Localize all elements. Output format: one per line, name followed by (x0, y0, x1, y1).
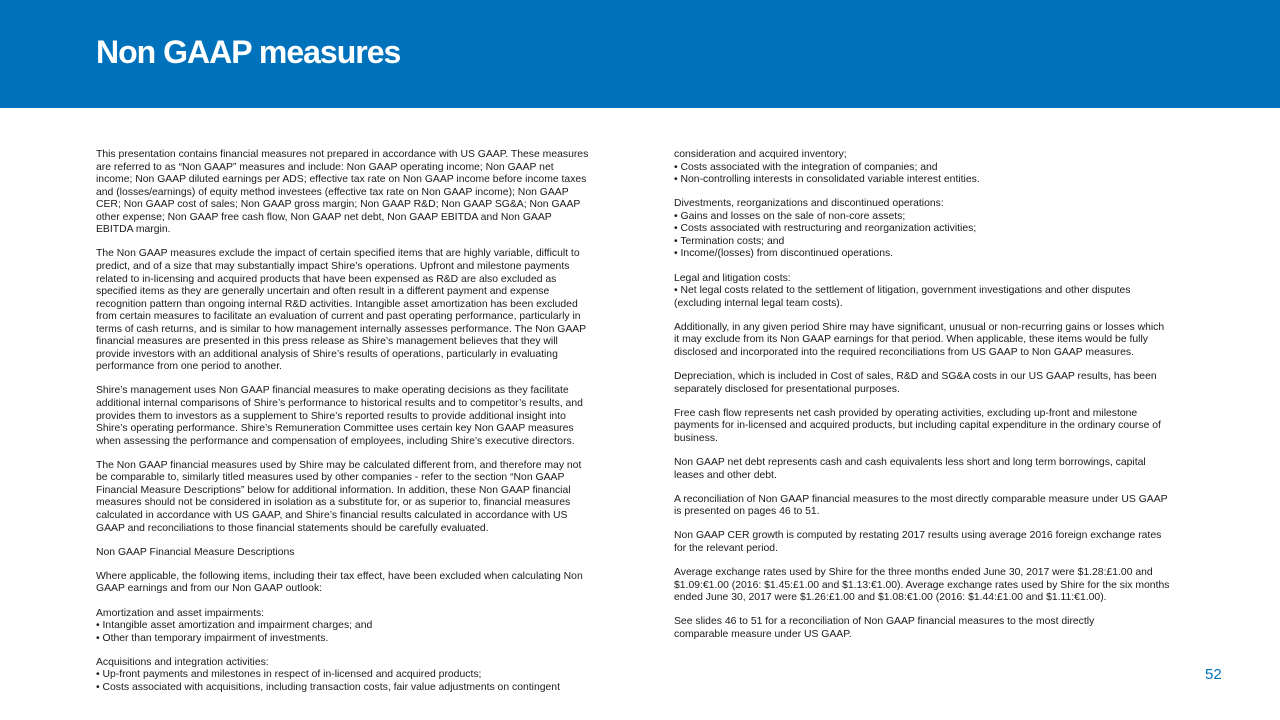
text-paragraph (96, 571, 661, 596)
paragraph-gap (674, 310, 1254, 322)
text-paragraph (674, 408, 1254, 446)
text-line: Legal and litigation costs: (674, 272, 791, 284)
text-line: it may exclude from its Non GAAP earnings for that period. When applicable, these items would be fully (674, 334, 1148, 346)
text-line: CER; Non GAAP cost of sales; Non GAAP gross margin; Non GAAP R&D; Non GAAP SG&A; Non GAAP (96, 199, 581, 211)
text-paragraph (96, 657, 661, 695)
page-number: 52 (1205, 666, 1222, 683)
text-paragraph (674, 322, 1254, 360)
text-paragraph (674, 530, 1254, 555)
text-line: specified items as they are generally uncertain and often result in a different payment and expense (96, 286, 550, 298)
text-line: is presented on pages 46 to 51. (674, 506, 820, 518)
text-line: Amortization and asset impairments: (96, 607, 265, 619)
text-line: income; Non GAAP diluted earnings per ADS; effective tax rate on Non GAAP income before income taxes (96, 174, 587, 186)
text-line: calculated in accordance with US GAAP, and Shire’s financial results calculated in accordance with US (96, 510, 568, 521)
text-line: leases and other debt. (674, 469, 777, 481)
text-line: Non GAAP CER growth is computed by restating 2017 results using average 2016 foreign exchange rates (674, 530, 1162, 542)
text-paragraph (96, 608, 661, 646)
text-line: (excluding internal legal team costs). (674, 297, 843, 309)
text-paragraph (674, 371, 1254, 396)
text-line: • Costs associated with restructuring and reorganization activities; (674, 223, 977, 235)
paragraph-gap (674, 187, 1254, 199)
paragraph-gap (674, 605, 1254, 617)
paragraph-gap (96, 535, 661, 547)
text-line: Non GAAP net debt represents cash and cash equivalents less short and long term borrowings, capital (674, 456, 1146, 468)
text-line: provide investors with an additional analysis of Shire’s results of operations, particularly in evaluating (96, 348, 558, 360)
text-paragraph (96, 385, 661, 448)
paragraph-gap (96, 448, 661, 460)
text-line: Free cash flow represents net cash provided by operating activities, excluding up-front and milestone (674, 407, 1138, 419)
text-line: Average exchange rates used by Shire for the three months ended June 30, 2017 were $1.28:£1.00 and (674, 567, 1153, 579)
text-line: EBITDA margin. (96, 224, 171, 236)
text-line: • Intangible asset amortization and impairment charges; and (96, 620, 373, 632)
text-line: • Costs associated with the integration of companies; and (674, 161, 938, 173)
text-line: • Costs associated with acquisitions, including transaction costs, fair value adjustments on contingent (96, 681, 560, 693)
text-line: Shire’s operating performance. Shire’s Remuneration Committee uses certain key Non GAAP measures (96, 423, 574, 435)
text-line: • Termination costs; and (674, 235, 785, 247)
text-line: consideration and acquired inventory; (674, 149, 847, 160)
text-line: and (losses/earnings) of equity method investees (effective tax rate on Non GAAP income); Non GAAP (96, 186, 569, 198)
text-line: Where applicable, the following items, including their tax effect, have been excluded when calculating Non (96, 570, 583, 582)
text-line: financial measures are presented in this press release as Shire’s management believes that they will (96, 336, 558, 348)
text-paragraph (674, 273, 1254, 311)
text-line: Divestments, reorganizations and discontinued operations: (674, 198, 944, 210)
text-line: separately disclosed for presentational purposes. (674, 383, 900, 395)
text-line: related to in-licensing and acquired products that have been expensed as R&D are also excluded as (96, 273, 557, 285)
text-line: • Net legal costs related to the settlement of litigation, government investigations and other disputes (674, 285, 1131, 297)
text-line: recognition pattern than ongoing internal R&D activities. Intangible asset amortization has been excluded (96, 298, 578, 310)
text-line: The Non GAAP measures exclude the impact of certain specified items that are highly variable, difficult to (96, 248, 580, 260)
text-line: GAAP and reconciliations to those financial statements should be carefully evaluated. (96, 522, 489, 534)
paragraph-gap (96, 374, 661, 386)
paragraph-gap (674, 396, 1254, 408)
paragraph-gap (674, 445, 1254, 457)
paragraph-gap (674, 482, 1254, 494)
paragraph-gap (96, 237, 661, 249)
page-title: Non GAAP measures (96, 34, 401, 70)
text-paragraph (674, 149, 1254, 187)
text-line: • Income/(losses) from discontinued operations. (674, 248, 894, 260)
text-line: be comparable to, similarly titled measures used by other companies - refer to the section “Non GAAP (96, 472, 565, 484)
text-line: comparable measure under US GAAP. (674, 628, 852, 640)
text-paragraph (674, 567, 1254, 605)
text-line: payments for in-licensed and acquired products, but including capital expenditure in the ordinary course of (674, 420, 1161, 432)
text-line: performance from one period to another. (96, 361, 282, 373)
paragraph-gap (96, 559, 661, 571)
text-line: from certain measures to facilitate an evaluation of current and past operating performance, particularly in (96, 311, 581, 323)
text-paragraph (96, 547, 661, 560)
paragraph-gap (96, 645, 661, 657)
text-line: are referred to as “Non GAAP” measures and include: Non GAAP operating income; Non GAAP net (96, 161, 554, 173)
text-line: for the relevant period. (674, 542, 778, 554)
paragraph-gap (674, 555, 1254, 567)
text-paragraph (674, 616, 1254, 641)
text-line: provides them to investors as a supplement to Shire’s reported results to provide additional insight into (96, 410, 566, 422)
text-line: business. (674, 432, 718, 444)
text-line: • Non-controlling interests in consolidated variable interest entities. (674, 174, 980, 186)
text-line: Non GAAP Financial Measure Descriptions (96, 546, 295, 558)
paragraph-gap (674, 261, 1254, 273)
text-line: $1.09:€1.00 (2016: $1.45:£1.00 and $1.13:€1.00). Average exchange rates used by Shire for the six months (674, 579, 1170, 591)
text-line: This presentation contains financial measures not prepared in accordance with US GAAP. These measures (96, 149, 589, 160)
text-line: Shire’s management uses Non GAAP financial measures to make operating decisions as they facilitate (96, 385, 569, 397)
text-line: predict, and of a size that may substantially impact Shire’s operations. Upfront and milestone payments (96, 260, 570, 272)
text-line: other expense; Non GAAP free cash flow, Non GAAP net debt, Non GAAP EBITDA and Non GAAP (96, 211, 552, 223)
text-paragraph (674, 457, 1254, 482)
text-line: disclosed and incorporated into the required reconciliations from US GAAP to Non GAAP measures. (674, 346, 1134, 358)
text-line: Additionally, in any given period Shire may have significant, unusual or non-recurring gains or losses which (674, 321, 1165, 333)
text-line: • Other than temporary impairment of investments. (96, 632, 329, 644)
text-line: Financial Measure Descriptions” below for additional information. In addition, these Non GAAP financial (96, 484, 571, 496)
text-line: • Gains and losses on the sale of non-core assets; (674, 210, 906, 222)
text-paragraph (674, 494, 1254, 519)
text-line: A reconciliation of Non GAAP financial measures to the most directly comparable measure under US GAAP (674, 493, 1168, 505)
text-line: The Non GAAP financial measures used by Shire may be calculated different from, and therefore may not (96, 459, 582, 471)
text-line: when assessing the performance and compensation of employees, including Shire’s executive directors. (96, 435, 575, 447)
text-paragraph (674, 198, 1254, 261)
text-paragraph (96, 248, 661, 373)
text-line: additional internal comparisons of Shire’s performance to historical results and to competitor’s results, and (96, 398, 583, 410)
text-line: ended June 30, 2017 were $1.26:£1.00 and $1.08:€1.00 (2016: $1.44:£1.00 and $1.11:€1.00). (674, 592, 1107, 604)
text-line: measures should not be considered in isolation as a substitute for, or as superior to, financial measures (96, 497, 571, 509)
text-line: • Up-front payments and milestones in respect of in-licensed and acquired products; (96, 669, 482, 681)
text-line: See slides 46 to 51 for a reconciliation of Non GAAP financial measures to the most directly (674, 616, 1095, 628)
left-text-column (96, 149, 661, 694)
text-line: terms of cash returns, and is similar to how management internally assesses performance. The Non GAAP (96, 323, 587, 335)
paragraph-gap (96, 596, 661, 608)
paragraph-gap (674, 359, 1254, 371)
paragraph-gap (674, 519, 1254, 531)
text-line: Depreciation, which is included in Cost of sales, R&D and SG&A costs in our US GAAP results, has been (674, 371, 1157, 383)
right-text-column (674, 149, 1254, 641)
text-line: GAAP earnings and from our Non GAAP outlook: (96, 583, 323, 595)
text-paragraph (96, 149, 661, 237)
header-bar (0, 0, 1280, 108)
text-paragraph (96, 460, 661, 535)
text-line: Acquisitions and integration activities: (96, 656, 269, 668)
